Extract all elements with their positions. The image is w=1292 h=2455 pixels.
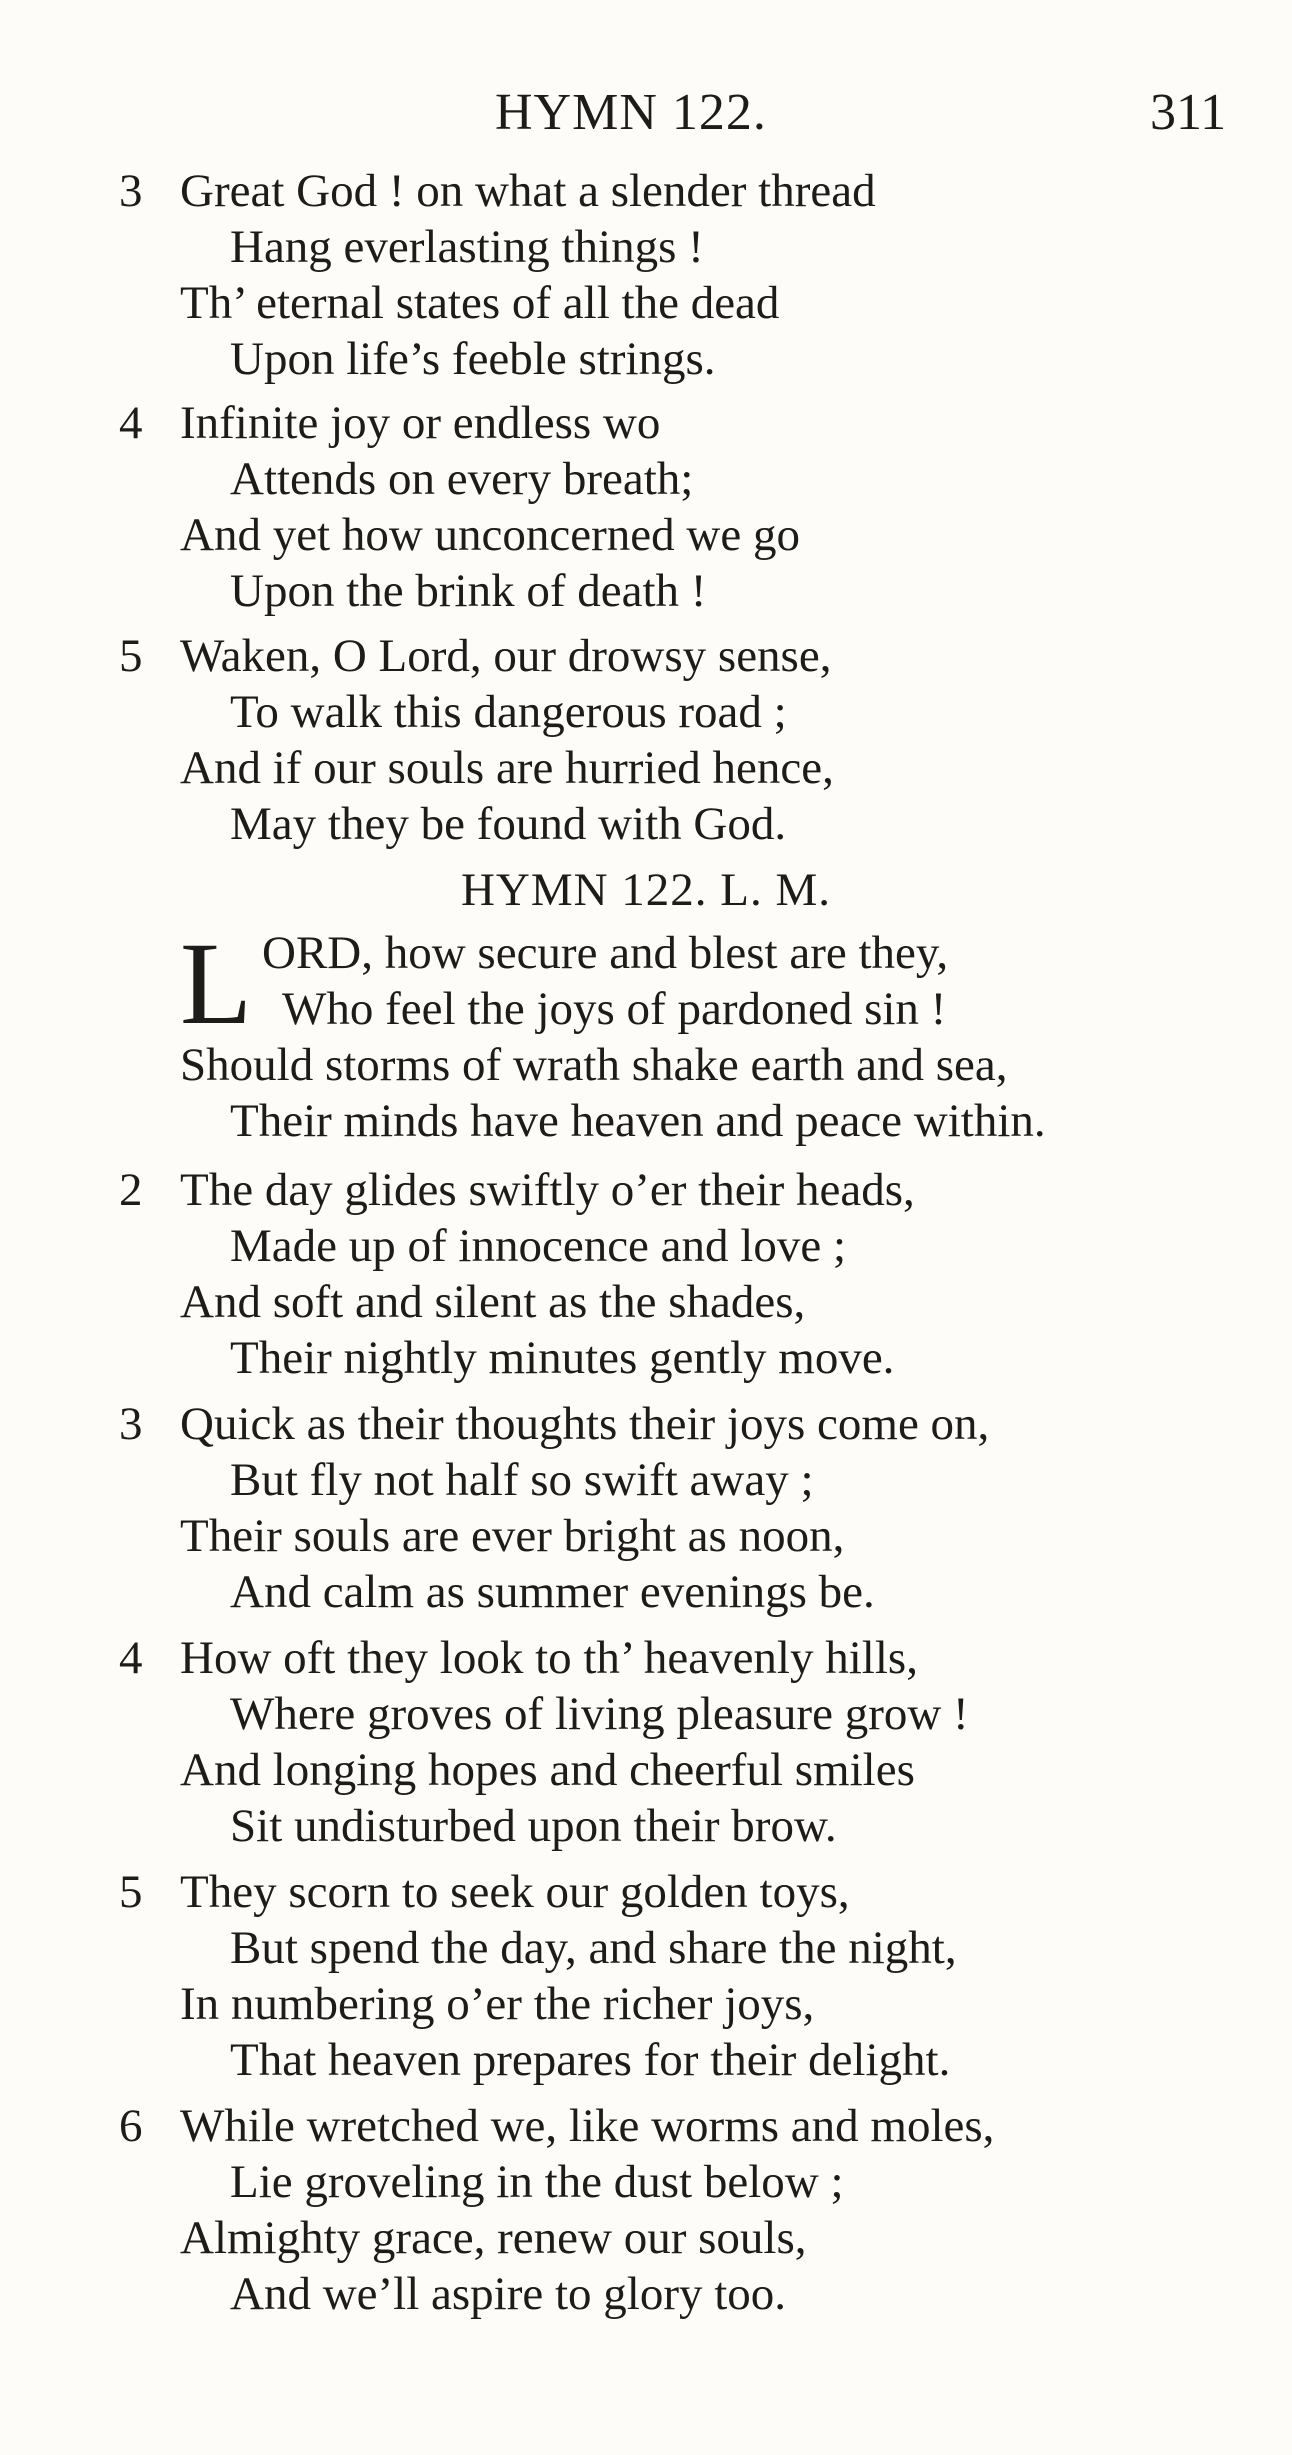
verse-line: Their souls are ever bright as noon, — [180, 1510, 845, 1562]
verse-line: Where groves of living pleasure grow ! — [230, 1688, 969, 1740]
verse-line: Their nightly minutes gently move. — [230, 1332, 895, 1384]
verse-line: Th’ eternal states of all the dead — [180, 277, 780, 329]
verse-line: Almighty grace, renew our souls, — [180, 2212, 807, 2264]
verse-line: ORD, how secure and blest are they, — [262, 927, 949, 979]
verse-line: And soft and silent as the shades, — [180, 1276, 806, 1328]
verse-line: How oft they look to th’ heavenly hills, — [180, 1632, 918, 1684]
verse-line: Infinite joy or endless wo — [180, 397, 661, 449]
verse-line: And yet how unconcerned we go — [180, 509, 800, 561]
drop-cap: L — [180, 918, 253, 1049]
verse-line: To walk this dangerous road ; — [230, 686, 787, 738]
verse-line: Attends on every breath; — [230, 453, 694, 505]
running-title: HYMN 122. — [495, 84, 767, 141]
verse-number: 2 — [119, 1164, 143, 1216]
verse-line: Upon the brink of death ! — [230, 565, 707, 617]
verse-line: Lie groveling in the dust below ; — [230, 2156, 844, 2208]
verse-line: Sit undisturbed upon their brow. — [230, 1800, 837, 1852]
verse-line: And calm as summer evenings be. — [230, 1566, 875, 1618]
page-header — [0, 78, 1292, 148]
page-number: 311 — [1150, 84, 1227, 141]
verse-line: They scorn to seek our golden toys, — [180, 1866, 850, 1918]
verse-number: 3 — [119, 1398, 143, 1450]
verse-number: 4 — [119, 397, 143, 449]
verse-line: And we’ll aspire to glory too. — [230, 2268, 787, 2320]
verse-line: Should storms of wrath shake earth and sea, — [180, 1039, 1008, 1091]
verse-number: 3 — [119, 165, 143, 217]
verse-line: Who feel the joys of pardoned sin ! — [282, 983, 947, 1035]
verse-line: While wretched we, like worms and moles, — [180, 2100, 995, 2152]
verse-line: That heaven prepares for their delight. — [230, 2034, 951, 2086]
verse-number: 6 — [119, 2100, 143, 2152]
verse-number: 5 — [119, 630, 143, 682]
verse-line: And if our souls are hurried hence, — [180, 742, 834, 794]
verse-line: Hang everlasting things ! — [230, 221, 704, 273]
verse-line: But spend the day, and share the night, — [230, 1922, 957, 1974]
verse-line: Quick as their thoughts their joys come on, — [180, 1398, 990, 1450]
verse-line: Their minds have heaven and peace within. — [230, 1095, 1046, 1147]
hymn-heading: HYMN 122. L. M. — [460, 864, 832, 916]
verse-line: May they be found with God. — [230, 798, 787, 850]
verse-line: And longing hopes and cheerful smiles — [180, 1744, 915, 1796]
verse-line: But fly not half so swift away ; — [230, 1454, 814, 1506]
verse-line: Great God ! on what a slender thread — [180, 165, 876, 217]
verse-number: 5 — [119, 1866, 143, 1918]
verse-line: In numbering o’er the richer joys, — [180, 1978, 815, 2030]
verse-number: 4 — [119, 1632, 143, 1684]
verse-line: Upon life’s feeble strings. — [230, 333, 716, 385]
verse-line: Made up of innocence and love ; — [230, 1220, 847, 1272]
verse-line: Waken, O Lord, our drowsy sense, — [180, 630, 832, 682]
verse-line: The day glides swiftly o’er their heads, — [180, 1164, 915, 1216]
